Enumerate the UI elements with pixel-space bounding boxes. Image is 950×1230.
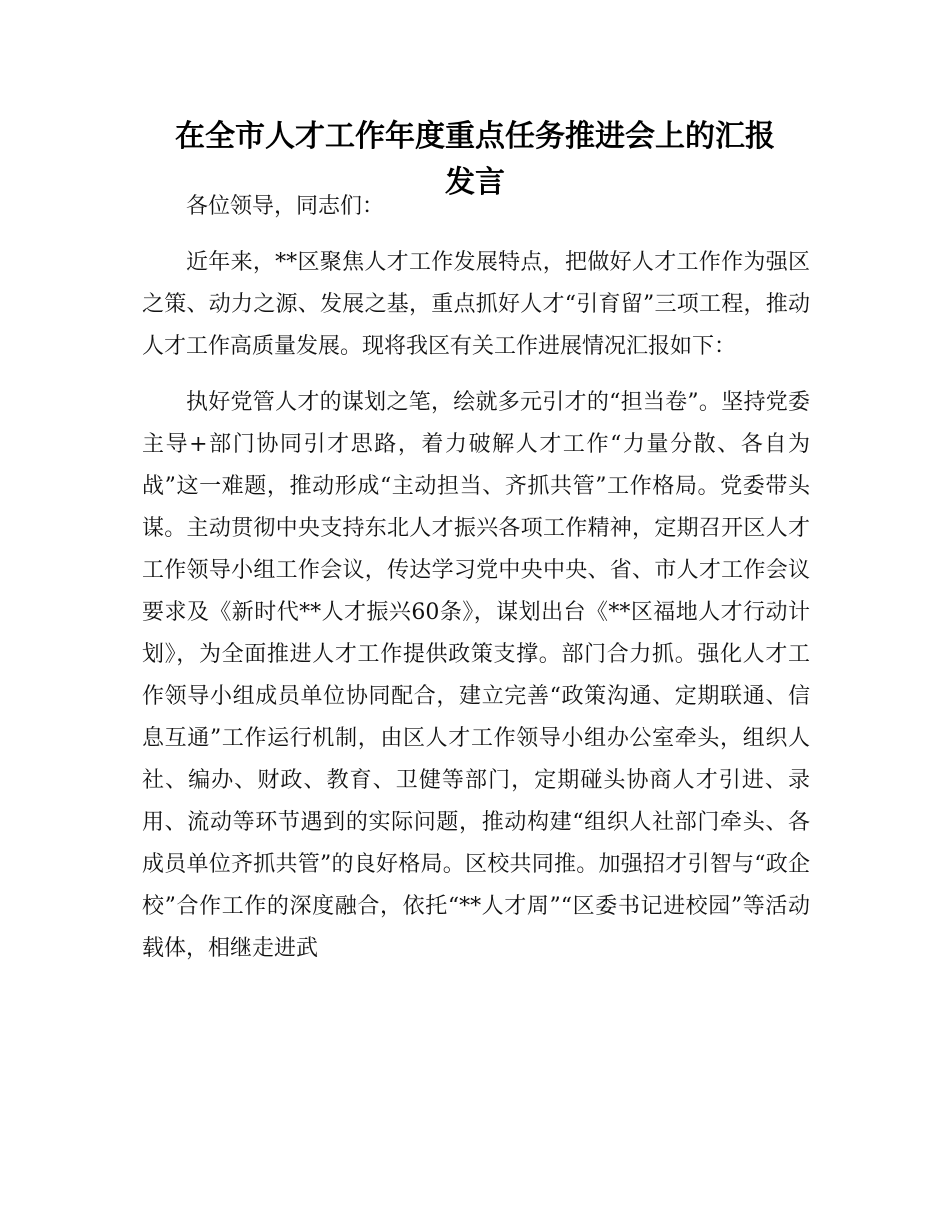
- intro-paragraph: 近年来，**区聚焦人才工作发展特点，把做好人才工作作为强区之策、动力之源、发展之基，重点抓好人才“引育留”三项工程，推动人才工作高质量发展。现将我区有关工作进展情况汇报如下：: [142, 250, 810, 359]
- document-title-line-1: 在全市人才工作年度重点任务推进会上的汇报: [175, 119, 775, 154]
- section-paragraph: 执好党管人才的谋划之笔，绘就多元引才的“担当卷”。坚持党委主导+部门协同引才思路，着力破解人才工作“力量分散、各自为战”这一难题，推动形成“主动担当、齐抓共管”工作格局。党委带头谋。主动贯彻中央支持东北人才振兴各项工作精神，定期召开区人才工作领导小组工作会议，传达学习党中央中央、省、市人才工作会议要求及《新时代**人才振兴60条》，谋划出台《**区福地人才行动计划》，为全面推进人才工作提供政策支撑。部门合力抓。强化人才工作领导小组成员单位协同配合，建立完善“政策沟通、定期联通、信息互通”工作运行机制，由区人才工作领导小组办公室牵头，组织人社、编办、财政、教育、卫健等部门，定期碰头协商人才引进、录用、流动等环节遇到的实际问题，推动构建“组织人社部门牵头、各成员单位齐抓共管”的良好格局。区校共同推。加强招才引智与“政企校”合作工作的深度融合，依托“**人才周”“区委书记进校园”等活动载体，相继走进武: [142, 390, 810, 961]
- document-title-line-2: 发言: [445, 165, 505, 200]
- document-body: [142, 186, 810, 970]
- salutation-paragraph: 各位领导，同志们：: [186, 194, 385, 219]
